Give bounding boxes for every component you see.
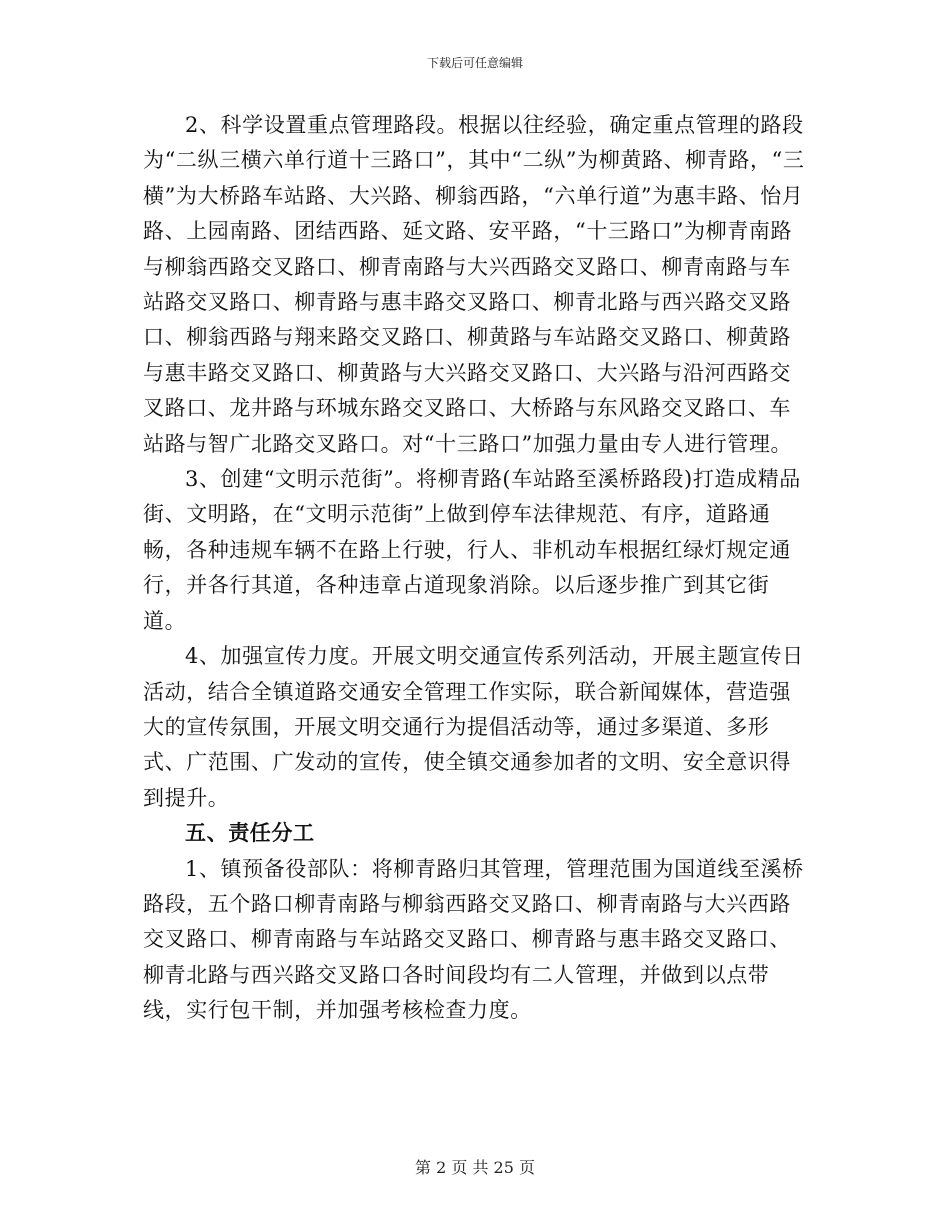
document-body [143, 108, 805, 1029]
paragraph-reserve-forces: 1、镇预备役部队：将柳青路归其管理，管理范围为国道线至溪桥路段，五个路口柳青南路与柳翁西路交叉路口、柳青南路与大兴西路交叉路口、柳青南路与车站路交叉路口、柳青路与惠丰路交叉路口、柳青北路与西兴路交叉路口各时间段均有二人管理，并做到以点带线，实行包干制，并加强考核检查力度。 [143, 856, 804, 1023]
paragraph-publicity: 4、加强宣传力度。开展文明交通宣传系列活动，开展主题宣传日活动，结合全镇道路交通安全管理工作实际，联合新闻媒体，营造强大的宣传氛围，开展文明交通行为提倡活动等，通过多渠道、多形式、广范围、广发动的宣传，使全镇交通参加者的文明、安全意识得到提升。 [143, 644, 804, 810]
paragraph-civilized-street: 3、创建“文明示范街”。将柳青路(车站路至溪桥路段)打造成精品街、文明路，在“文明示范街”上做到停车法律规范、有序，道路通畅，各种违规车辆不在路上行驶，行人、非机动车根据红绿灯规定通行，并各行其道，各种违章占道现象消除。以后逐步推广到其它街道。 [143, 467, 801, 633]
paragraph-key-road-sections: 2、科学设置重点管理路段。根据以往经验，确定重点管理的路段为“二纵三横六单行道十三路口”，其中“二纵”为柳黄路、柳青路，“三横”为大桥路车站路、大兴路、柳翁西路，“六单行道”为惠丰路、怡月路、上园南路、团结西路、延文路、安平路，“十三路口”为柳青南路与柳翁西路交叉路口、柳青南路与大兴西路交叉路口、柳青南路与车站路交叉路口、柳青路与惠丰路交叉路口、柳青北路与西兴路交叉路口、柳翁西路与翔来路交叉路口、柳黄路与车站路交叉路口、柳黄路与惠丰路交叉路口、柳黄路与大兴路交叉路口、大兴路与沿河西路交叉路口、龙井路与环城东路交叉路口、大桥路与东风路交叉路口、车站路与智广北路交叉路口。对“十三路口”加强力量由专人进行管理。 [143, 113, 805, 456]
page-number: 第 2 页 共 25 页 [415, 1158, 535, 1177]
page-header: 下载后可任意编辑 [426, 56, 523, 70]
section-heading-responsibility: 五、责任分工 [185, 821, 315, 846]
